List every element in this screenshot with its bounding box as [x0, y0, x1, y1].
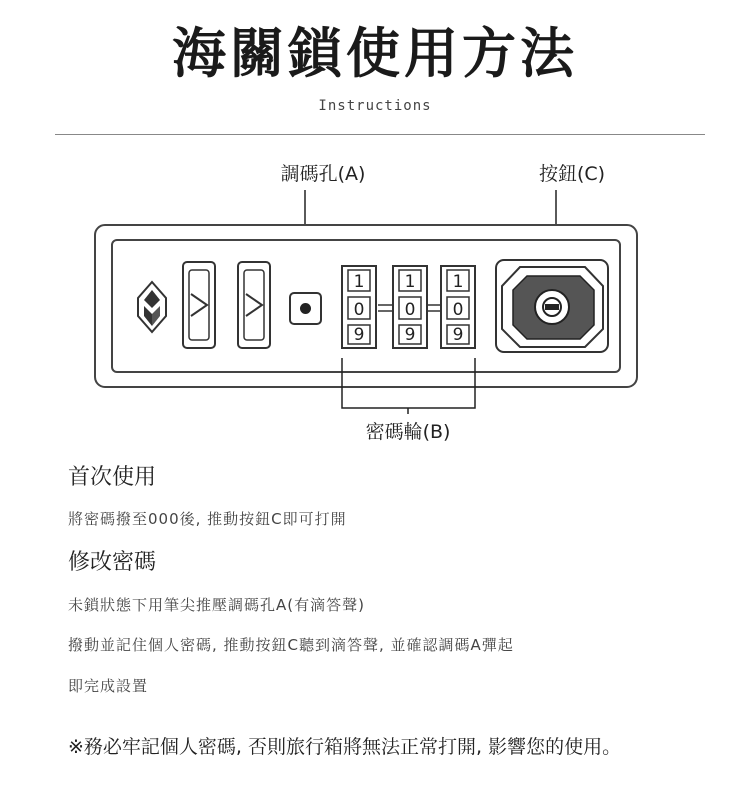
wheel-1-bottom-digit: 9 — [353, 325, 365, 345]
section-change-code-line-1: 未鎖狀態下用筆尖推壓調碼孔A(有滴答聲) — [68, 596, 365, 614]
warning-note: ※務必牢記個人密碼, 否則旅行箱將無法正常打開, 影響您的使用。 — [68, 736, 622, 758]
release-button — [496, 260, 608, 352]
label-adjust-hole: 調碼孔(A) — [280, 163, 366, 185]
page-title: 海關鎖使用方法 — [172, 22, 578, 85]
wheel-3-middle-digit: 0 — [452, 300, 464, 320]
slider-right — [238, 262, 270, 348]
wheel-1-middle-digit: 0 — [353, 300, 365, 320]
wheel-2-middle-digit: 0 — [404, 300, 416, 320]
section-first-use-heading: 首次使用 — [68, 465, 157, 490]
combination-wheels — [342, 266, 475, 348]
label-button: 按鈕(C) — [538, 163, 606, 185]
key-icon — [543, 298, 561, 316]
section-change-code-line-2: 撥動並記住個人密碼, 推動按鈕C聽到滴答聲, 並確認調碼A彈起 — [68, 636, 514, 654]
wheel-2-bottom-digit: 9 — [404, 325, 416, 345]
wheel-1 — [342, 266, 376, 348]
adjust-hole — [290, 293, 321, 324]
slider-left — [183, 262, 215, 348]
divider — [55, 134, 705, 135]
wheel-3 — [441, 266, 475, 348]
wheel-2 — [393, 266, 427, 348]
wheel-3-top-digit: 1 — [452, 272, 464, 292]
wheel-1-top-digit: 1 — [353, 272, 365, 292]
section-first-use-line-1: 將密碼撥至000後, 推動按鈕C即可打開 — [68, 510, 347, 528]
label-wheels: 密碼輪(B) — [365, 421, 451, 443]
section-change-code-heading: 修改密碼 — [68, 550, 157, 575]
section-change-code-line-3: 即完成設置 — [68, 677, 149, 695]
wheel-3-bottom-digit: 9 — [452, 325, 464, 345]
wheel-2-top-digit: 1 — [404, 272, 416, 292]
page-subtitle: Instructions — [318, 98, 432, 114]
lock-diagram — [0, 140, 750, 450]
